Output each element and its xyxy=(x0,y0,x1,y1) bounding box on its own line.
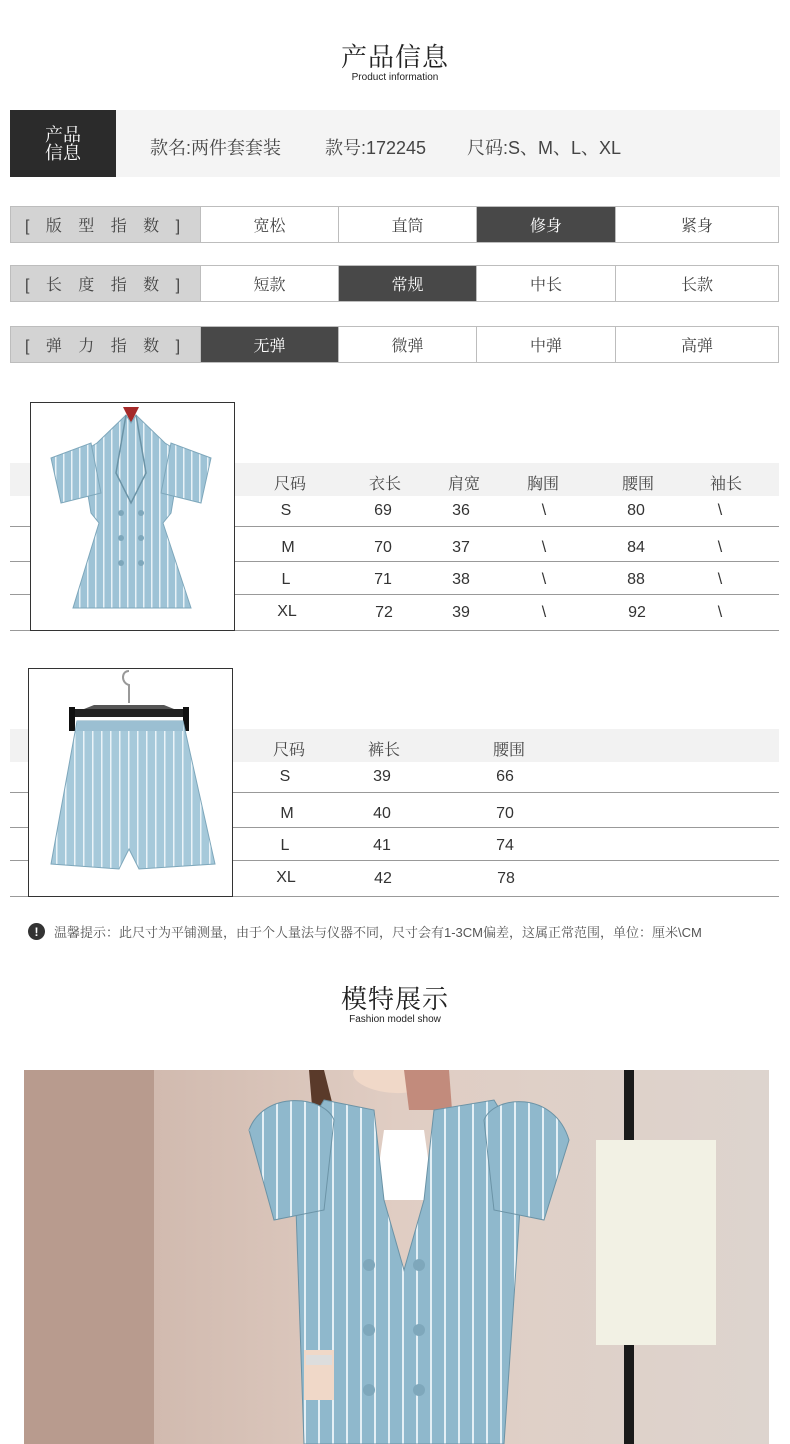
table-cell: 70 xyxy=(496,805,514,822)
index-option: 中长 xyxy=(476,266,615,301)
stretch-index-row xyxy=(10,326,779,363)
col-header: 尺码 xyxy=(273,476,306,493)
table-cell: 41 xyxy=(373,837,391,854)
info-badge: 产品信息 xyxy=(10,110,116,177)
table-cell: 84 xyxy=(627,539,645,556)
table-cell: 88 xyxy=(627,571,645,588)
col-header: 衣长 xyxy=(368,476,401,493)
section-title: 模特展示 xyxy=(340,984,449,1014)
table-cell: \ xyxy=(717,571,723,588)
index-option-selected: 无弹 xyxy=(200,327,338,362)
index-option: 中弹 xyxy=(476,327,615,362)
table-cell: 36 xyxy=(452,502,470,519)
section-subtitle: Fashion model show xyxy=(349,1014,441,1025)
table-cell: M xyxy=(280,805,294,822)
table-cell: L xyxy=(281,571,291,588)
size-list: 尺码:S、M、L、XL xyxy=(467,138,622,158)
table-cell: \ xyxy=(541,502,547,519)
index-label: [ 长 度 指 数 ] xyxy=(11,266,200,301)
table-cell: \ xyxy=(541,539,547,556)
table-cell: \ xyxy=(717,604,723,621)
table-cell: \ xyxy=(541,571,547,588)
table-cell: 69 xyxy=(374,502,392,519)
tip-text: 温馨提示：此尺寸为平铺测量，由于个人量法与仪器不同，尺寸会有1-3CM偏差，这属正常范围，单位：厘米\CM xyxy=(54,925,702,940)
index-option: 直筒 xyxy=(338,207,476,242)
vest-product-image xyxy=(30,402,235,631)
index-option: 紧身 xyxy=(615,207,778,242)
table-cell: XL xyxy=(277,603,297,620)
sizing-tip xyxy=(28,922,702,941)
shorts-product-image xyxy=(28,668,233,897)
table-cell: S xyxy=(279,768,291,785)
table-cell: 72 xyxy=(375,604,393,621)
index-option-selected: 常规 xyxy=(338,266,476,301)
col-header: 胸围 xyxy=(526,476,559,493)
table-cell: 66 xyxy=(496,768,514,785)
index-option: 宽松 xyxy=(200,207,338,242)
table-cell: 42 xyxy=(374,870,392,887)
table-cell: S xyxy=(280,502,292,519)
table-cell: \ xyxy=(717,502,723,519)
col-header: 袖长 xyxy=(709,476,742,493)
col-header: 腰围 xyxy=(492,742,525,759)
table-cell: XL xyxy=(276,869,296,886)
table-cell: 80 xyxy=(627,502,645,519)
section-subtitle: Product information xyxy=(351,72,439,83)
index-option-selected: 修身 xyxy=(476,207,615,242)
style-name: 款名:两件套套装 xyxy=(150,138,282,158)
table-cell: 37 xyxy=(452,539,470,556)
model-photo xyxy=(24,1070,769,1444)
index-option: 短款 xyxy=(200,266,338,301)
index-label: [ 弹 力 指 数 ] xyxy=(11,327,200,362)
model-show-heading xyxy=(0,984,790,1026)
style-number: 款号:172245 xyxy=(325,138,427,158)
table-cell: 38 xyxy=(452,571,470,588)
table-cell: 39 xyxy=(452,604,470,621)
index-label: [ 版 型 指 数 ] xyxy=(11,207,200,242)
table-cell: M xyxy=(281,539,295,556)
table-cell: 74 xyxy=(496,837,514,854)
table-cell: 71 xyxy=(374,571,392,588)
index-option: 高弹 xyxy=(615,327,778,362)
col-header: 腰围 xyxy=(621,476,654,493)
length-index-row xyxy=(10,265,779,302)
table-cell: 70 xyxy=(374,539,392,556)
table-cell: L xyxy=(280,837,290,854)
fit-index-row xyxy=(10,206,779,243)
index-option: 微弹 xyxy=(338,327,476,362)
col-header: 裤长 xyxy=(367,742,400,759)
product-info-heading xyxy=(0,42,790,84)
index-option: 长款 xyxy=(615,266,778,301)
table-cell: 40 xyxy=(373,805,391,822)
table-cell: \ xyxy=(717,539,723,556)
exclamation-icon: ! xyxy=(28,923,45,940)
product-info-bar xyxy=(10,110,780,177)
table-cell: 78 xyxy=(497,870,515,887)
col-header: 肩宽 xyxy=(447,476,480,493)
table-cell: \ xyxy=(541,604,547,621)
section-title: 产品信息 xyxy=(340,42,449,72)
col-header: 尺码 xyxy=(272,742,305,759)
table-cell: 39 xyxy=(373,768,391,785)
table-cell: 92 xyxy=(628,604,646,621)
